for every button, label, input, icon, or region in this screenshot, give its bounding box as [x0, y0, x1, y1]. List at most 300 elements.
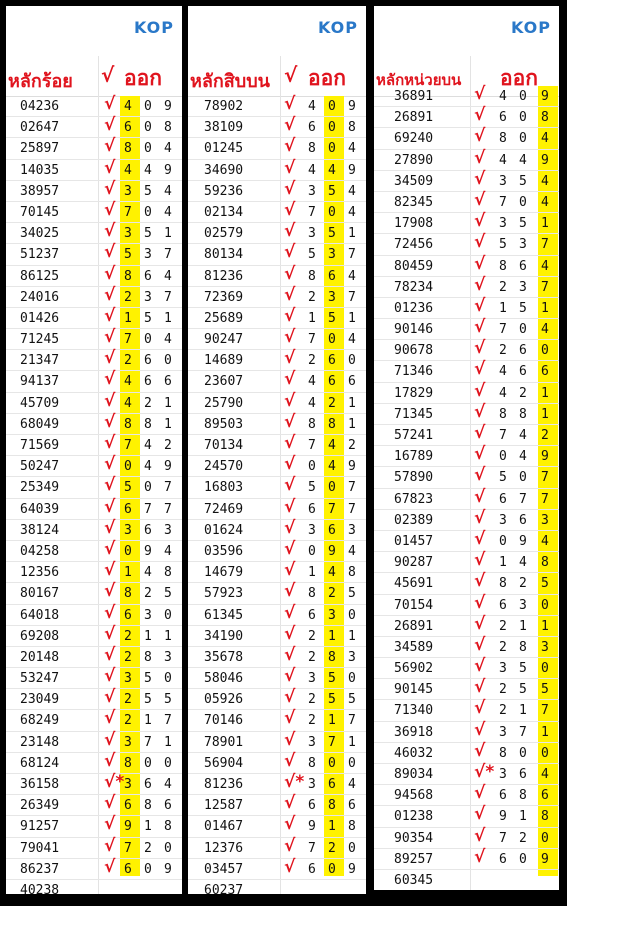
digit-cell: 8 [328, 416, 336, 432]
digit-cell: 3 [124, 734, 132, 750]
table-row [188, 138, 366, 159]
digit-cell: 3 [124, 226, 132, 242]
digit-cell: 3 [328, 289, 336, 305]
digit-cell: 1 [541, 406, 549, 422]
digit-cell: 4 [348, 141, 356, 157]
digit-cell: 6 [164, 798, 172, 814]
digit-cell: 0 [144, 120, 152, 136]
digit-cell: 2 [308, 692, 316, 708]
check-mark: √ [104, 221, 116, 242]
check-mark: √ [104, 136, 116, 157]
digit-cell: 8 [499, 576, 507, 592]
table-row [374, 213, 559, 234]
digit-cell: 9 [348, 162, 356, 178]
table-row [188, 117, 366, 138]
table-row [374, 825, 559, 849]
number-cell: 25790 [204, 395, 244, 411]
digit-cell: 7 [164, 713, 172, 729]
table-row [6, 602, 182, 626]
digit-cell: 3 [308, 734, 316, 750]
brand-logo: KOP [510, 18, 551, 37]
table-row [374, 361, 559, 382]
digit-cell: 1 [348, 628, 356, 644]
digit-cell: 5 [328, 310, 336, 326]
check-mark: √ [474, 550, 486, 571]
check-mark: √* [104, 772, 125, 792]
digit-cell: 0 [328, 332, 336, 348]
number-cell: 25897 [20, 141, 60, 157]
table-row [374, 764, 559, 785]
table-row [188, 157, 366, 181]
digit-cell: 9 [541, 851, 549, 867]
check-mark: √ [104, 538, 116, 559]
number-cell: 82345 [394, 194, 434, 210]
digit-cell: 5 [164, 692, 172, 708]
table-row [374, 274, 559, 298]
table-row [374, 846, 559, 870]
digit-cell: 3 [519, 597, 527, 613]
digit-cell: 4 [144, 438, 152, 453]
number-cell: 59236 [204, 183, 244, 199]
number-cell: 12356 [20, 565, 60, 581]
check-mark: √ [474, 423, 486, 443]
digit-cell: 2 [328, 840, 336, 856]
column-title: หลักสิบบน [190, 71, 270, 92]
check-mark: √ [284, 687, 296, 708]
digit-cell: 5 [519, 661, 527, 677]
digit-cell: 0 [144, 99, 152, 114]
digit-cell: 0 [519, 131, 527, 147]
digit-cell: 0 [124, 543, 132, 559]
row-list [188, 96, 366, 894]
check-mark: √ [104, 750, 116, 771]
digit-cell: 5 [499, 470, 507, 486]
digit-cell: 8 [164, 120, 172, 136]
check-mark: √ [104, 729, 116, 750]
digit-cell: 1 [308, 565, 316, 581]
digit-cell: 6 [328, 268, 336, 284]
digit-cell: 1 [348, 395, 356, 411]
digit-cell: 8 [499, 258, 507, 274]
digit-cell: 8 [541, 555, 549, 571]
check-mark: √ [284, 327, 296, 348]
check-mark: √ [474, 677, 486, 698]
digit-cell: 1 [328, 713, 336, 729]
table-row [188, 710, 366, 731]
table-row [6, 305, 182, 329]
table-row [6, 795, 182, 816]
number-cell: 56902 [394, 661, 434, 677]
brand-logo: KOP [133, 18, 174, 37]
check-mark: √ [474, 359, 486, 380]
digit-cell: 4 [308, 395, 316, 411]
digit-cell: 2 [124, 628, 132, 644]
number-cell: 04258 [20, 543, 60, 559]
digit-cell: 1 [144, 713, 152, 729]
digit-cell: 7 [124, 332, 132, 348]
digit-cell: 1 [499, 555, 507, 571]
table-row [188, 244, 366, 265]
table-row [6, 710, 182, 731]
table-row [6, 329, 182, 350]
digit-cell: 7 [499, 428, 507, 443]
check-mark: √ [284, 623, 296, 644]
digit-cell: 0 [499, 533, 507, 549]
digit-cell: 0 [519, 110, 527, 126]
check-mark: √ [474, 783, 486, 804]
digit-cell: 0 [164, 607, 172, 623]
check-mark: √ [284, 517, 296, 538]
table-row [374, 700, 559, 721]
check-mark: √ [104, 305, 116, 326]
check-mark: √ [104, 390, 116, 411]
digit-cell: 1 [541, 385, 549, 401]
digit-cell: 7 [328, 734, 336, 750]
check-mark: √ [474, 274, 486, 295]
digit-cell: 9 [348, 459, 356, 475]
check-mark: √ [474, 189, 486, 210]
table-row [6, 689, 182, 710]
check-mark: √ [474, 740, 486, 761]
digit-cell: 6 [348, 798, 356, 814]
digit-cell: 9 [144, 543, 152, 559]
digit-cell: 6 [499, 491, 507, 507]
digit-cell: 0 [348, 353, 356, 369]
check-mark: √ [104, 369, 116, 390]
number-cell: 71569 [20, 438, 60, 453]
digit-cell: 2 [124, 692, 132, 708]
number-cell: 90146 [394, 322, 434, 338]
digit-cell: 7 [348, 713, 356, 729]
digit-cell: 6 [124, 798, 132, 814]
number-cell: 81236 [204, 777, 244, 792]
digit-cell: 4 [164, 268, 172, 284]
digit-cell: 1 [164, 734, 172, 750]
digit-cell: 6 [144, 268, 152, 284]
panel-header [188, 56, 366, 97]
table-row [188, 223, 366, 244]
digit-cell: 9 [328, 543, 336, 559]
check-mark: √ [104, 644, 116, 665]
digit-cell: 5 [348, 692, 356, 708]
number-cell: 53247 [20, 671, 60, 687]
digit-cell: 7 [308, 840, 316, 856]
digit-cell: 4 [519, 449, 527, 465]
number-cell: 16803 [204, 480, 244, 496]
number-cell: 14679 [204, 565, 244, 581]
table-row [374, 870, 559, 890]
digit-cell: 5 [348, 586, 356, 602]
number-cell: 58046 [204, 671, 244, 687]
digit-cell: 9 [164, 162, 172, 178]
check-mark: √ [284, 644, 296, 665]
number-cell: 02389 [394, 512, 434, 528]
digit-cell: 8 [308, 268, 316, 284]
digit-cell: 3 [124, 671, 132, 687]
check-mark: √ [474, 168, 486, 189]
digit-cell: 0 [519, 470, 527, 486]
digit-cell: 0 [124, 459, 132, 475]
number-cell: 89034 [394, 767, 434, 782]
digit-cell: 4 [328, 459, 336, 475]
digit-cell: 6 [308, 798, 316, 814]
number-cell: 80134 [204, 247, 244, 263]
check-mark: √ [474, 846, 486, 867]
digit-cell: 9 [348, 861, 356, 877]
digit-cell: 2 [519, 830, 527, 846]
digit-cell: 3 [541, 639, 549, 655]
table-row [6, 774, 182, 795]
check-mark: √ [104, 94, 116, 114]
digit-cell: 1 [124, 310, 132, 326]
panel-header [6, 56, 182, 97]
table-row [188, 750, 366, 774]
digit-cell: 7 [144, 734, 152, 750]
check-mark: √ [284, 835, 296, 856]
number-cell: 01238 [394, 809, 434, 825]
number-cell: 02647 [20, 120, 60, 136]
digit-cell: 4 [348, 268, 356, 284]
table-row [188, 644, 366, 668]
digit-cell: 1 [519, 809, 527, 825]
check-mark: √ [104, 242, 116, 263]
digit-cell: 7 [541, 703, 549, 719]
table-row [374, 128, 559, 149]
digit-cell: 5 [328, 692, 336, 708]
digit-cell: 2 [124, 713, 132, 729]
table-row [6, 456, 182, 477]
digit-cell: 5 [144, 671, 152, 687]
table-row [188, 96, 366, 117]
check-header: √ [101, 63, 115, 87]
table-row [6, 411, 182, 435]
digit-cell: 4 [164, 777, 172, 792]
digit-cell: 6 [124, 861, 132, 877]
digit-cell: 1 [541, 618, 549, 634]
number-cell: 12376 [204, 840, 244, 856]
table-row [6, 477, 182, 498]
digit-cell: 6 [328, 522, 336, 538]
table-row [188, 623, 366, 647]
digit-cell: 2 [541, 428, 549, 443]
digit-cell: 7 [308, 204, 316, 220]
digit-cell: 3 [164, 649, 172, 665]
number-cell: 94137 [20, 374, 60, 390]
digit-cell: 5 [541, 576, 549, 592]
check-mark: √ [284, 581, 296, 602]
digit-cell: 4 [308, 374, 316, 390]
digit-cell: 9 [164, 861, 172, 877]
number-cell: 25349 [20, 480, 60, 496]
digit-cell: 8 [308, 141, 316, 157]
digit-cell: 5 [144, 183, 152, 199]
digit-cell: 7 [124, 840, 132, 856]
table-row [188, 795, 366, 816]
digit-cell: 5 [308, 247, 316, 263]
check-mark: √ [104, 115, 116, 136]
check-mark: √ [104, 411, 116, 432]
digit-cell: 0 [499, 449, 507, 465]
digit-cell: 5 [144, 310, 152, 326]
check-mark: √ [474, 444, 486, 465]
digit-cell: 5 [308, 480, 316, 496]
digit-cell: 0 [541, 830, 549, 846]
digit-cell: 3 [348, 522, 356, 538]
check-mark: √ [104, 835, 116, 856]
check-mark: √ [474, 571, 486, 592]
check-mark: √ [104, 199, 116, 220]
digit-cell: 7 [519, 724, 527, 740]
number-cell: 46032 [394, 745, 434, 761]
number-cell: 69240 [394, 131, 434, 147]
table-row [6, 263, 182, 287]
table-row [188, 456, 366, 477]
digit-cell: 4 [541, 533, 549, 549]
digit-cell: 4 [308, 99, 316, 114]
number-cell: 60237 [204, 882, 244, 894]
table-row [6, 856, 182, 880]
digit-cell: 3 [499, 216, 507, 232]
table-row [374, 679, 559, 700]
digit-cell: 9 [499, 809, 507, 825]
check-mark: √ [474, 338, 486, 359]
digit-cell: 0 [308, 543, 316, 559]
digit-cell: 4 [348, 543, 356, 559]
digit-cell: 2 [519, 576, 527, 592]
check-mark: √ [284, 496, 296, 517]
digit-cell: 9 [348, 99, 356, 114]
check-mark: √ [284, 284, 296, 305]
number-cell: 79041 [20, 840, 60, 856]
digit-cell: 6 [164, 374, 172, 390]
digit-cell: 3 [144, 607, 152, 623]
digit-cell: 3 [519, 279, 527, 295]
check-mark: √ [474, 295, 486, 316]
digit-cell: 3 [499, 767, 507, 782]
table-row [374, 740, 559, 764]
number-cell: 23607 [204, 374, 244, 390]
number-cell: 70134 [204, 438, 244, 453]
table-row [188, 856, 366, 880]
table-row [188, 477, 366, 498]
number-cell: 80167 [20, 586, 60, 602]
digit-cell: 2 [124, 289, 132, 305]
brand-logo: KOP [317, 18, 358, 37]
number-cell: 26891 [394, 618, 434, 634]
number-cell: 01624 [204, 522, 244, 538]
digit-cell: 8 [541, 110, 549, 126]
digit-cell: 1 [519, 703, 527, 719]
panel-tens-top [188, 6, 366, 894]
table-row [374, 168, 559, 192]
number-cell: 80459 [394, 258, 434, 274]
table-row [6, 138, 182, 159]
table-row [188, 562, 366, 583]
table-row [6, 350, 182, 371]
check-mark: √ [284, 263, 296, 284]
digit-cell: 1 [499, 300, 507, 316]
digit-cell: 4 [308, 162, 316, 178]
digit-cell: 4 [164, 183, 172, 199]
digit-cell: 6 [499, 110, 507, 126]
table-row [188, 729, 366, 753]
check-mark: √ [284, 475, 296, 496]
digit-cell: 3 [541, 512, 549, 528]
digit-cell: 8 [348, 120, 356, 136]
table-row [6, 538, 182, 562]
digit-cell: 0 [164, 840, 172, 856]
digit-cell: 2 [124, 649, 132, 665]
digit-cell: 3 [164, 522, 172, 538]
digit-cell: 7 [164, 247, 172, 263]
digit-cell: 0 [328, 99, 336, 114]
digit-cell: 1 [348, 226, 356, 242]
check-mark: √ [104, 496, 116, 517]
digit-cell: 3 [308, 183, 316, 199]
number-cell: 17829 [394, 385, 434, 401]
number-cell: 45691 [394, 576, 434, 592]
digit-cell: 7 [164, 480, 172, 496]
digit-cell: 6 [519, 512, 527, 528]
digit-cell: 0 [144, 141, 152, 157]
table-row [188, 305, 366, 329]
digit-cell: 8 [164, 565, 172, 581]
check-mark: √ [474, 528, 486, 549]
digit-cell: 1 [164, 310, 172, 326]
digit-cell: 5 [519, 216, 527, 232]
table-row [374, 107, 559, 128]
digit-cell: 8 [164, 819, 172, 835]
table-row [374, 86, 559, 107]
check-mark: √ [284, 178, 296, 199]
digit-cell: 6 [124, 607, 132, 623]
digit-cell: 5 [144, 692, 152, 708]
digit-cell: 8 [124, 755, 132, 771]
row-list [374, 86, 559, 890]
table-row [374, 401, 559, 425]
digit-cell: 0 [328, 755, 336, 771]
number-cell: 26891 [394, 110, 434, 126]
number-cell: 78234 [394, 279, 434, 295]
digit-cell: 3 [124, 183, 132, 199]
digit-cell: 2 [308, 713, 316, 729]
digit-cell: 3 [308, 777, 316, 792]
digit-cell: 1 [328, 819, 336, 835]
digit-cell: 3 [499, 724, 507, 740]
table-row [6, 496, 182, 520]
digit-cell: 5 [328, 183, 336, 199]
digit-cell: 7 [124, 204, 132, 220]
digit-cell: 4 [348, 332, 356, 348]
table-row [374, 319, 559, 340]
number-cell: 91257 [20, 819, 60, 835]
digit-cell: 3 [328, 247, 336, 263]
table-row [188, 350, 366, 371]
digit-cell: 1 [164, 395, 172, 411]
table-row [6, 750, 182, 774]
digit-cell: 2 [499, 703, 507, 719]
digit-cell: 1 [164, 416, 172, 432]
check-mark: √ [474, 634, 486, 655]
table-row [188, 517, 366, 541]
table-row [188, 816, 366, 837]
number-cell: 90145 [394, 682, 434, 698]
table-row [374, 467, 559, 488]
check-mark: √ [474, 804, 486, 825]
check-mark: √ [284, 305, 296, 326]
digit-cell: 1 [308, 310, 316, 326]
table-row [374, 486, 559, 510]
